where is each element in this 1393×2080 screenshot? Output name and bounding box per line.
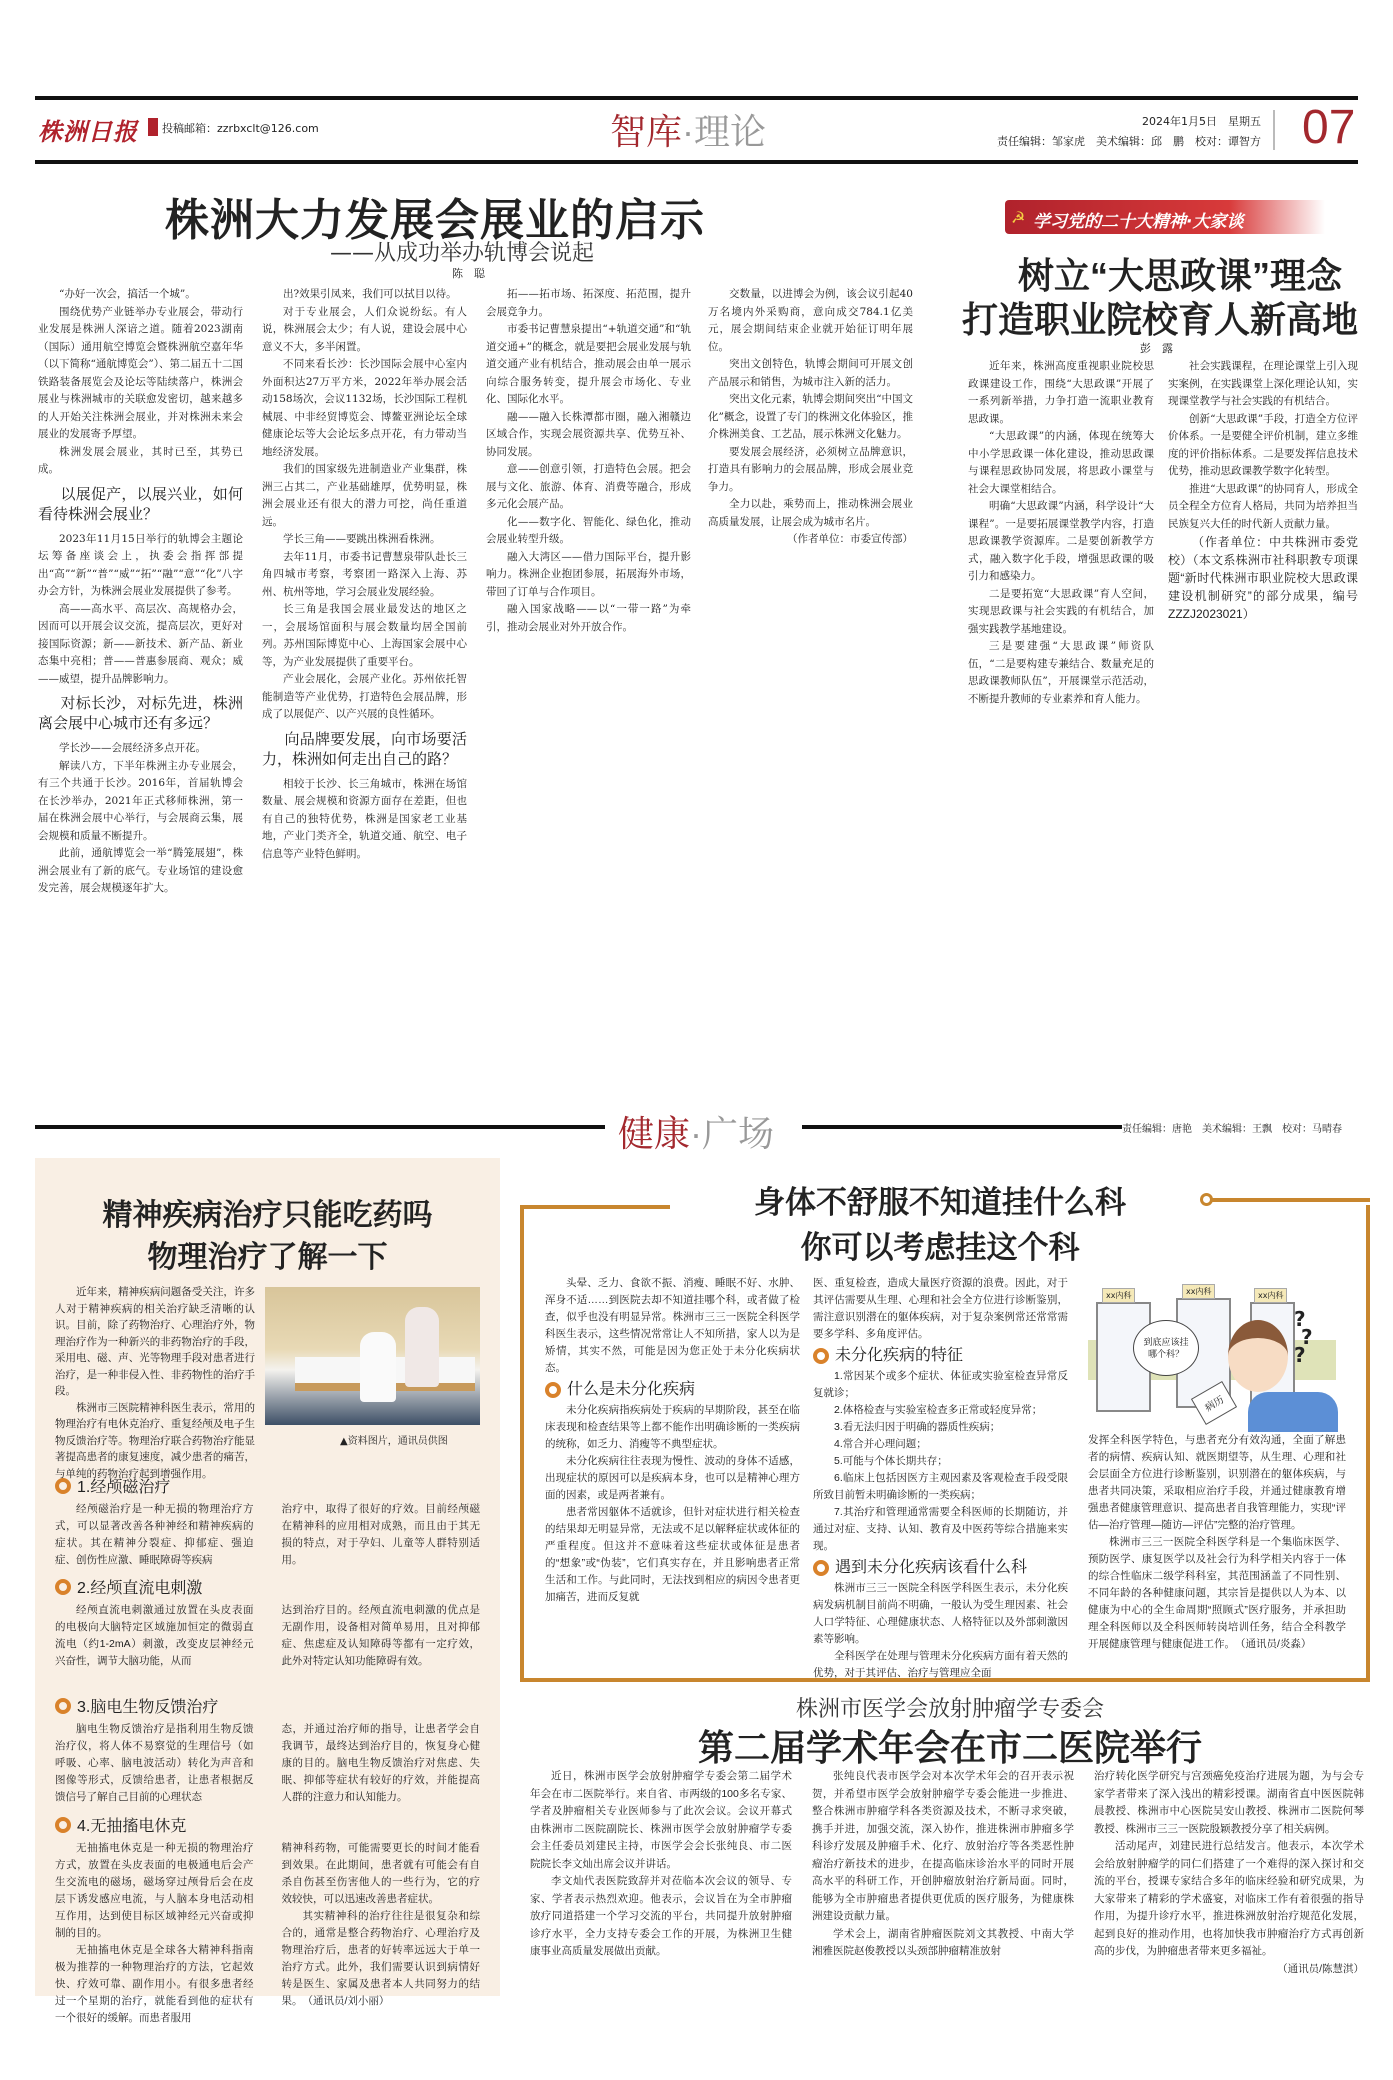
submission-email: 投稿邮箱：zzrbxclt@126.com xyxy=(162,122,319,135)
paragraph: 我们的国家级先进制造业产业集群，株洲三占其二，产业基础雄厚，优势明显，株洲会展业还有很大的潜力可挖，尚任重道远。 xyxy=(262,463,467,528)
article1-column-4 xyxy=(708,286,913,1086)
paragraph: 围绕优势产业链举办专业展会，带动行业发展是株洲人深谙之道。随着2023湖南（国际）通用航空博览会暨株洲航空嘉年华（以下简称“通航博览会”）、第二届五十二国铁路装备展览会及论坛等陆续落户，株洲会展业与株洲城市的关联愈发密切，越来越多的人开始关注株洲会展业，并对株洲未来会展业的发展寄予厚望。 xyxy=(38,305,243,440)
photo-caption: ▲资料图片，通讯员供图 xyxy=(340,1436,448,1447)
paragraph: 未分化疾病往往表现为慢性、波动的身体不适感，出现症状的原因可以是疾病本身，也可以是精神心理方面的因素，或是两者兼有。 xyxy=(545,1455,800,1501)
paragraph: 社会实践课程，在理论课堂上引入现实案例，在实践课堂上深化理论认知，实现课堂教学与社会实践的有机结合。 xyxy=(1168,360,1358,407)
subheading xyxy=(55,1813,480,1836)
article3-headline-line1: 精神疾病治疗只能吃药吗 xyxy=(102,1199,433,1232)
paragraph: 不同来看长沙：长沙国际会展中心室内外面积达27万平方米，2022年举办展会活动158场次，会议1132场，长沙国际工程机械展、中非经贸博览会、博鳌亚洲论坛全球健康论坛等大会论坛多点开花，有力带动当地经济发展。 xyxy=(262,358,467,458)
section2-title-b: ·广场 xyxy=(690,1113,775,1154)
party-emblem-icon: ☭ xyxy=(1011,208,1026,227)
subheading xyxy=(55,1575,480,1598)
article5-column-2 xyxy=(812,1768,1074,2056)
article2-column-2 xyxy=(1168,358,1358,1086)
column-banner-label: 学习党的二十大精神·大家谈 xyxy=(1033,212,1244,232)
paragraph: 医、重复检查，造成大量医疗资源的浪费。因此，对于其评估需要从生理、心理和社会全方位进行诊断鉴别，需注意识别潜在的躯体疾病，对于复杂案例常还常常需要多学科、多角度评估。 xyxy=(813,1277,1068,1340)
section-subheading: 对标长沙，对标先进，株洲离会展中心城市还有多远？ xyxy=(38,695,243,732)
paragraph: 长三角是我国会展业最发达的地区之一，会展场馆面积与展会数量均居全国前列。苏州国际博览中心、上海国家会展中心等，为产业发展提供了重要平台。 xyxy=(262,603,467,668)
logo-mark xyxy=(148,118,158,136)
paragraph: 治疗中，取得了很好的疗效。目前经颅磁在精神科的应用相对成熟，而且由于其无损的特点，对于孕妇、儿童等人群特别适用。 xyxy=(281,1503,480,1566)
section2-editors: 责任编辑：唐艳 美术编辑：王飘 校对：马晴春 xyxy=(1122,1124,1342,1135)
paragraph: 明确“大思政课”内涵，科学设计“大课程”。一是要拓展课堂教学内容，打造思政课教学资源库。二是要创新教学方式，融入数字化手段，增强思政课的吸引力和感染力。 xyxy=(968,500,1154,582)
section2-title xyxy=(618,1106,774,1157)
ring-bullet-icon xyxy=(545,1382,561,1398)
paragraph: 治疗转化医学研究与宫颈癌免疫治疗进展为题，为与会专家学者带来了深入浅出的精彩授课。湖南省直中医医院韩晨教授、株洲市中心医院吴安山教授、株洲市二医院何琴教授、株洲市三三一医院殷颖教授分享了相关病例。 xyxy=(1094,1770,1364,1835)
paragraph-lead: 学长三角——要跳出株洲看株洲。 xyxy=(283,533,441,545)
paragraph: 学长沙——会展经济多点开花。 xyxy=(59,742,206,754)
department-sign: xx内科 xyxy=(1182,1284,1215,1299)
two-column-text xyxy=(55,1602,480,1690)
paragraph: 对于专业展会，人们众说纷纭。有人说，株洲展会太少；有人说，建设会展中心意义不大，多半闲置。 xyxy=(262,305,467,353)
article4-headline-line2: 你可以考虑挂这个科 xyxy=(800,1230,1080,1265)
subheading-text: 2.经颅直流电刺激 xyxy=(77,1580,203,1597)
photo-patient xyxy=(405,1307,439,1387)
section-rule-left xyxy=(35,1125,605,1129)
article-subtitle: ——从成功举办轨博会说起 xyxy=(330,241,595,266)
paragraph: 拓——拓市场、拓深度、拓范围，提升会展竞争力。 xyxy=(486,288,691,318)
article1-column-2 xyxy=(262,286,467,1086)
paragraph: 李文灿代表医院致辞并对莅临本次会议的领导、专家、学者表示热烈欢迎。他表示，会议旨在为全市肿瘤放疗同道搭建一个学习交流的平台，共同提升放射肿瘤诊疗水平，全力支持专委会工作的开展，为株洲卫生健康事业高质量发展做出贡献。 xyxy=(530,1875,792,1957)
article5-column-3 xyxy=(1094,1768,1364,2056)
article4-column-1 xyxy=(545,1275,800,1673)
paragraph: 高——高水平、高层次、高规格办会，因而可以开展会议交流，提高层次，更好对接国际资源；新——新技术、新产品、新业态集中亮相；普——普惠参展商、观众；威——威望，提升品牌影响力。 xyxy=(38,602,243,685)
paragraph: 融入大湾区——借力国际平台，提升影响力。株洲企业抱团参展，拓展海外市场，带回了订单与合作项目。 xyxy=(486,550,691,598)
paragraph: “大思政课”的内涵，体现在统筹大中小学思政课一体化建设，推动思政课与课程思政协同发展，将思政小课堂与社会大课堂相结合。 xyxy=(968,430,1154,495)
paragraph: 患者常因躯体不适就诊，但针对症状进行相关检查的结果却无明显异常，无法或不足以解释症状或体征的严重程度。但这并不意味着这些症状或体征是患者的“想象”或“伪装”，它们真实存在，并且影响患者正常生活和工作。与此同时，无法找到相应的病因令患者更加痛苦，进而反复就 xyxy=(545,1506,800,1603)
article1-column-3 xyxy=(486,286,691,1086)
paragraph: 市委书记曹慧泉提出“+轨道交通”和“轨道交通+”的概念，就是要把会展业发展与轨道交通产业有机结合，推动展会由单一展示向综合服务转变，提升展会市场化、专业化、国际化水平。 xyxy=(486,323,691,405)
article3-headline-line2: 物理治疗了解一下 xyxy=(147,1241,388,1274)
paragraph: 二是要拓宽“大思政课”育人空间，实现思政课与社会实践的有机结合，加强实践教学基地建设。 xyxy=(968,587,1154,635)
paragraph: 全力以赴，乘势而上，推动株洲会展业高质量发展，让展会成为城市名片。 xyxy=(708,498,913,528)
paragraph: 相较于长沙、长三角城市，株洲在场馆数量、展会规模和资源方面存在差距，但也有自己的独特优势，株洲是国家老工业基地，产业门类齐全，轨道交通、航空、电子信息等产业特色鲜明。 xyxy=(262,777,467,860)
paragraph: 经颅直流电刺激通过放置在头皮表面的电极向大脑特定区域施加恒定的微弱直流电（约1-2mA）刺激，改变皮层神经元兴奋性，调节大脑功能，从而 xyxy=(55,1604,254,1667)
paragraph: “办好一次会，搞活一个城”。 xyxy=(59,288,196,300)
paragraph: 精神科药物，可能需要更长的时间才能看到效果。在此期间，患者就有可能会有自杀自伤甚至伤害他人的一些行为，它的疗效较快，可以迅速改善患者症状。 xyxy=(281,1842,480,1905)
subheading-text: 什么是未分化疾病 xyxy=(567,1381,696,1398)
paragraph: 态，并通过治疗师的指导，让患者学会自我调节，最终达到治疗目的，恢复身心健康的目的。脑电生物反馈治疗对焦虑、失眠、抑郁等症状有较好的疗效，并能提高人群的注意力和认知能力。 xyxy=(281,1723,480,1803)
article4-column-3 xyxy=(1088,1432,1346,1677)
paragraph: 达到治疗目的。经颅直流电刺激的优点是无副作用，设备相对简单易用，且对抑郁症、焦虑症及认知障碍等都有一定疗效，此外对特定认知功能障碍有效。 xyxy=(281,1604,480,1667)
paragraph: 活动尾声，刘建民进行总结发言。他表示，本次学术会给放射肿瘤学的同仁们搭建了一个难得的深入探讨和交流的平台，授课专家结合多年的临床经验和研究成果，为大家带来了精彩的学术盛宴，对临床工作有着很强的指导作用，为提升诊疗水平，推进株洲放射治疗规范化发展，起到良好的推动作用，也将加快我市肿瘤治疗方式再创新高的步伐，为肿瘤患者带来更多福祉。 xyxy=(1094,1840,1364,1957)
department-sign: xx内科 xyxy=(1102,1288,1135,1303)
list-item: 6.临床上包括因医方主观因素及客观检查手段受限所致目前暂未明确诊断的一类疾病； xyxy=(813,1472,1068,1501)
paragraph: 融入国家战略——以“一带一路”为牵引，推动会展业对外开放合作。 xyxy=(486,603,691,633)
article2-headline-line1: 树立“大思政课”理念 xyxy=(1017,255,1342,296)
subheading-text: 遇到未分化疾病该看什么科 xyxy=(835,1559,1028,1576)
list-item: 2.体格检查与实验室检查多正常或轻度异常； xyxy=(834,1404,1043,1416)
paragraph: 发挥全科医学特色，与患者充分有效沟通，全面了解患者的病情、疾病认知、就医期望等，从生理、心理和社会层面全方位进行诊断鉴别，识别潜在的躯体疾病，与患者共同决策，采取相应治疗手段，并通过健康教育增强患者健康管理意识、提高患者自我管理能力，实现“评估—治疗管理—随访—评估”完整的治疗管理。 xyxy=(1088,1434,1346,1531)
paragraph: 三是要建强“大思政课”师资队伍，“二是要构建专兼结合、数量充足的思政课教师队伍”，开展课堂示范活动，不断提升教师的专业素养和育人能力。 xyxy=(968,640,1154,705)
paragraph: 要发展会展经济，必须树立品牌意识，打造具有影响力的会展品牌，形成会展业竞争力。 xyxy=(708,445,913,493)
header-divider xyxy=(1273,110,1275,150)
paragraph: 此前，通航博览会一举“腾笼展翅”，株洲会展业有了新的底气。专业场馆的建设愈发完善，展会规模逐年扩大。 xyxy=(38,847,243,894)
subheading-text: 4.无抽搐电休克 xyxy=(77,1818,187,1835)
question-marks-icon: ? ? ? xyxy=(1294,1307,1313,1367)
list-item: 5.可能与个体长期共存； xyxy=(834,1455,948,1467)
column-banner xyxy=(1005,200,1325,234)
article2-column-1 xyxy=(968,358,1154,1086)
paragraph: 出?效果引凤来，我们可以拭目以待。 xyxy=(283,288,457,300)
paragraph: 近年来，精神疾病问题备受关注，许多人对于精神疾病的相关治疗缺乏清晰的认识。目前，除了药物治疗、心理治疗外，物理治疗作为一种新兴的非药物治疗的手段，采用电、磁、声、光等物理手段对患者进行治疗，是一种非侵入性、非药物性的治疗手段。 xyxy=(55,1286,255,1397)
author-note: （作者单位：中共株洲市委党校）（本文系株洲市社科职教专项课题“新时代株洲市职业院校大思政课建设机制研究”的部分成果，编号ZZZJ2023021） xyxy=(1168,535,1358,621)
list-item: 1.常因某个或多个症状、体征或实验室检查异常反复就诊； xyxy=(813,1370,1068,1399)
list-item: 4.常合并心理问题； xyxy=(834,1438,927,1450)
person-shirt xyxy=(1248,1392,1338,1432)
paragraph: 株洲市三三一医院全科医学科是一个集临床医学、预防医学、康复医学以及社会行为科学相关内容于一体的综合性临床二级学科科室，其范围涵盖了不同性别、不同年龄的各种健康问题，其宗旨是提供以人为本、以健康为中心的全生命周期“照顾式”医疗服务，并承担助理全科医师以及全科医师转岗培训任务，结合全科教学开展健康管理与健康促进工作。 （通讯员/炎淼） xyxy=(1088,1536,1346,1650)
subheading xyxy=(55,1694,480,1717)
ring-bullet-icon xyxy=(55,1478,71,1494)
section-title xyxy=(610,104,766,155)
paragraph: 株洲发展会展业，其时已至，其势已成。 xyxy=(38,445,243,475)
paragraph: 头晕、乏力、食欲不振、消瘦、睡眠不好、水肿、浑身不适……到医院去却不知道挂哪个科，或者做了检查，似乎也没有明显异常。株洲市三三一医院全科医学科医生表示，这些情况常常让人不知所措，家人以为是矫情，其实不然，可能是因为您正处于未分化疾病状态。 xyxy=(545,1277,800,1374)
person-head xyxy=(1228,1320,1288,1392)
paragraph: 交数量，以进博会为例，该会议引起40万名境内外采购商，意向成交784.1亿美元，展会期间结束企业就开始征订明年展位。 xyxy=(708,288,913,353)
article3-intro-cont xyxy=(55,1436,485,1470)
paragraph: 融——融入长株潭都市圈，融入湘赣边区域合作，实现会展资源共享、优势互补、协同发展。 xyxy=(486,410,691,458)
byline: （通讯员/陈慧淇） xyxy=(1277,1962,1364,1975)
section-title-b: ·理论 xyxy=(682,111,767,152)
two-column-text xyxy=(55,1501,480,1571)
section-subheading: 以展促产，以展兴业，如何看待株洲会展业？ xyxy=(38,485,243,523)
paragraph: 株洲市三医院精神科医生表示，常用的物理治疗有电休克治疗、重复经颅及电子生物反馈治疗等。物理治疗联合药物治疗能显著提高患者的康复速度，减少患者的痛苦，与单纯的药物治疗起到增强作用。 xyxy=(55,1401,255,1480)
ring-bullet-icon xyxy=(55,1579,71,1595)
paragraph: 近日，株洲市医学会放射肿瘤学专委会第二届学术年会在市二医院举行。来自省、市两级的100多名专家、学者及肿瘤相关专业医师参与了此次会议。会议开幕式由株洲市二医院副院长、株洲市医学会放射肿瘤学专委会主任委员刘建民主持，市医学会会长张纯良、市二医院院长李文灿出席会议并讲话。 xyxy=(530,1770,792,1870)
paragraph: 突出文创特色，轨博会期间可开展文创产品展示和销售，为城市注入新的活力。 xyxy=(708,358,913,388)
paragraph: 经颅磁治疗是一种无损的物理治疗方式，可以显著改善各种神经和精神疾病的症状。其在精神分裂症、抑郁症、强迫症、创伤性应激、睡眠障碍等疾病 xyxy=(55,1503,254,1566)
article4-headline-line1: 身体不舒服不知道挂什么科 xyxy=(754,1185,1126,1220)
two-column-text xyxy=(55,1721,480,1809)
paragraph: 化——数字化、智能化、绿色化，推动会展业转型升级。 xyxy=(486,515,691,545)
newspaper-logo: 株洲日报 xyxy=(38,117,138,146)
paragraph: 株洲市三三一医院全科医学科医生表示，未分化疾病发病机制目前尚不明确，一般认为受生理因素、社会人口学特征、心理健康状态、人格特征以及外部刺激因素等影响。 xyxy=(813,1582,1068,1645)
article5-kicker: 株洲市医学会放射肿瘤学专委会 xyxy=(795,1697,1104,1722)
section2-title-a: 健康 xyxy=(618,1113,691,1154)
medical-record: 病历 xyxy=(1191,1381,1237,1425)
subheading-text: 未分化疾病的特征 xyxy=(835,1347,964,1364)
list-item: 3.看无法归因于明确的器质性疾病； xyxy=(834,1421,1001,1433)
article3-intro xyxy=(55,1284,255,1480)
article-author: 陈 聪 xyxy=(452,267,485,280)
paragraph: 未分化疾病指疾病处于疾病的早期阶段，甚至在临床表现和检查结果等上都不能作出明确诊断的一类疾病的统称，如乏力、消瘦等不典型症状。 xyxy=(545,1404,800,1450)
paragraph: 产业会展化，会展产业化。苏州依托智能制造等产业优势，打造特色会展品牌，形成了以展促产、以产兴展的良性循环。 xyxy=(262,673,467,720)
article2-headline-line2: 打造职业院校育人新高地 xyxy=(961,299,1358,340)
paragraph: 2023年11月15日举行的轨博会主题论坛筹备座谈会上，执委会指挥部提出“高”“新”“普”“威”“拓”“融”“意”“化”八字办会方针，为株洲会展业发展提供了参考。 xyxy=(38,532,243,597)
article4-column-2 xyxy=(813,1275,1068,1679)
paragraph: 张纯良代表市医学会对本次学术年会的召开表示祝贺，并希望市医学会放射肿瘤学专委会能进一步推进、整合株洲市肿瘤学科各类资源及技术，不断寻求突破，携手并进，加强交流，深入协作，推进株洲市肿瘤多学科诊疗发展及肿瘤手术、化疗、放射治疗等各类恶性肿瘤治疗新技术的进步，在提高临床诊治水平的同时开展高水平的科研工作，开创肿瘤放射治疗新局面。同时，能够为全市肿瘤患者提供更优质的医疗服务，为健康株洲建设贡献力量。 xyxy=(812,1770,1074,1922)
department-sign: xx内科 xyxy=(1254,1288,1287,1303)
two-column-text xyxy=(55,1840,480,2080)
section-title-a: 智库 xyxy=(610,111,683,152)
article5-column-1 xyxy=(530,1768,792,2056)
paragraph: 脑电生物反馈治疗是指利用生物反馈治疗仪，将人体不易察觉的生理信号（如呼吸、心率、脑电波活动）转化为声音和图像等形式，反馈给患者，让患者根据反馈信号了解自己目前的心理状态 xyxy=(55,1723,254,1803)
section-subheading: 向品牌要发展，向市场要活力，株洲如何走出自己的路？ xyxy=(262,730,467,768)
ring-bullet-icon xyxy=(813,1348,829,1364)
frame-top-left xyxy=(520,1205,670,1209)
frame-top-right xyxy=(1212,1198,1370,1202)
list-item: 7.其治疗和管理通常需要全科医师的长期随访，并通过对症、支持、认知、教育及中医药等综合措施来实现。 xyxy=(813,1506,1068,1552)
paragraph: 解读八方，下半年株洲主办专业展会，有三个共通于长沙。2016年，首届轨博会在长沙举办，2021年正式移师株洲，第一届在株洲会展中心举行，与会展商云集，展会规模和质量不断提升。 xyxy=(38,759,243,842)
paragraph: 近年来，株洲高度重视职业院校思政课建设工作，围绕“大思政课”开展了一系列新举措，力争打造一流职业教育思政课。 xyxy=(968,360,1154,425)
subheading xyxy=(813,1559,1068,1576)
paragraph: 学术会上，湖南省肿瘤医院刘文其教授、中南大学湘雅医院赵俊教授以头颈部肿瘤精准放射 xyxy=(812,1927,1074,1957)
paragraph: 去年11月，市委书记曹慧泉带队赴长三角四城市考察，考察团一路深入上海、苏州、杭州等地，学习会展业发展经验。 xyxy=(262,550,467,598)
ring-bullet-icon xyxy=(55,1698,71,1714)
ring-bullet-icon xyxy=(813,1560,829,1576)
speech-bubble: 到底应该挂哪个科？ xyxy=(1133,1320,1199,1376)
clinic-illustration xyxy=(1088,1280,1336,1420)
issue-date: 2024年1月5日 星期五 xyxy=(1142,115,1261,128)
subheading-text: 1.经颅磁治疗 xyxy=(77,1479,171,1496)
article5-headline: 第二届学术年会在市二医院举行 xyxy=(697,1727,1202,1768)
subheading-text: 3.脑电生物反馈治疗 xyxy=(77,1699,219,1716)
page-number: 07 xyxy=(1302,101,1356,154)
paragraph: 意——创意引领，打造特色会展。把会展与文化、旅游、体育、消费等融合，形成多元化会展产品。 xyxy=(486,463,691,510)
ring-bullet-icon xyxy=(55,1817,71,1833)
article-headline: 株洲大力发展会展业的启示 xyxy=(165,196,705,245)
photo-nurse xyxy=(360,1332,396,1402)
section-rule-right xyxy=(802,1125,1122,1129)
paragraph: 创新“大思政课”手段，打造全方位评价体系。一是要健全评价机制，建立多维度的评价指标体系。二是要发挥信息技术优势，推动思政课教学数字化转型。 xyxy=(1168,412,1358,477)
article2-author: 彭 露 xyxy=(1140,342,1173,355)
paragraph: 其实精神科的治疗往往是很复杂和综合的，通常是整合药物治疗、心理治疗及物理治疗后，患者的好转率远远大于单一治疗方式。此外，我们需要认识到病情好转是医生、家属及患者本人共同努力的结果。 （通讯员/刘小丽） xyxy=(281,1910,480,2007)
subheading xyxy=(545,1381,800,1398)
byline: （作者单位：市委宣传部） xyxy=(787,533,913,545)
subheading xyxy=(55,1474,480,1497)
paragraph: 无抽搐电休克是全球各大精神科指南极为推荐的一种物理治疗的方法，它起效快、疗效可靠、副作用小。有很多患者经过一个星期的治疗，就能看到他的症状有一个很好的缓解。而患者服用 xyxy=(55,1944,254,2024)
frame-knob-icon xyxy=(1200,1193,1213,1206)
treatment-photo xyxy=(265,1287,480,1425)
article3-body xyxy=(55,1470,480,2080)
paragraph: 全科医学在处理与管理未分化疾病方面有着天然的优势，对于其评估、治疗与管理应全面 xyxy=(813,1650,1068,1679)
paragraph: 推进“大思政课”的协同育人，形成全员全程全方位育人格局，共同为培养担当民族复兴大任的时代新人贡献力量。 xyxy=(1168,482,1358,530)
subheading xyxy=(813,1347,1068,1364)
paragraph: 无抽搐电休克是一种无损的物理治疗方式，放置在头皮表面的电极通电后会产生交流电的磁场，磁场穿过颅骨后会在皮层下诱发感应电流，与人脑本身电活动相互作用，达到使目标区域神经元兴奋或抑制的目的。 xyxy=(55,1842,254,1939)
paragraph: 突出文化元素，轨博会期间突出“中国文化”概念，设置了专门的株洲文化体验区，推介株洲美食、工艺品，展示株洲文化魅力。 xyxy=(708,393,913,440)
article1-column-1 xyxy=(38,286,243,1086)
page-editors: 责任编辑：邹家虎 美术编辑：邱 鹏 校对：谭智方 xyxy=(997,135,1261,148)
